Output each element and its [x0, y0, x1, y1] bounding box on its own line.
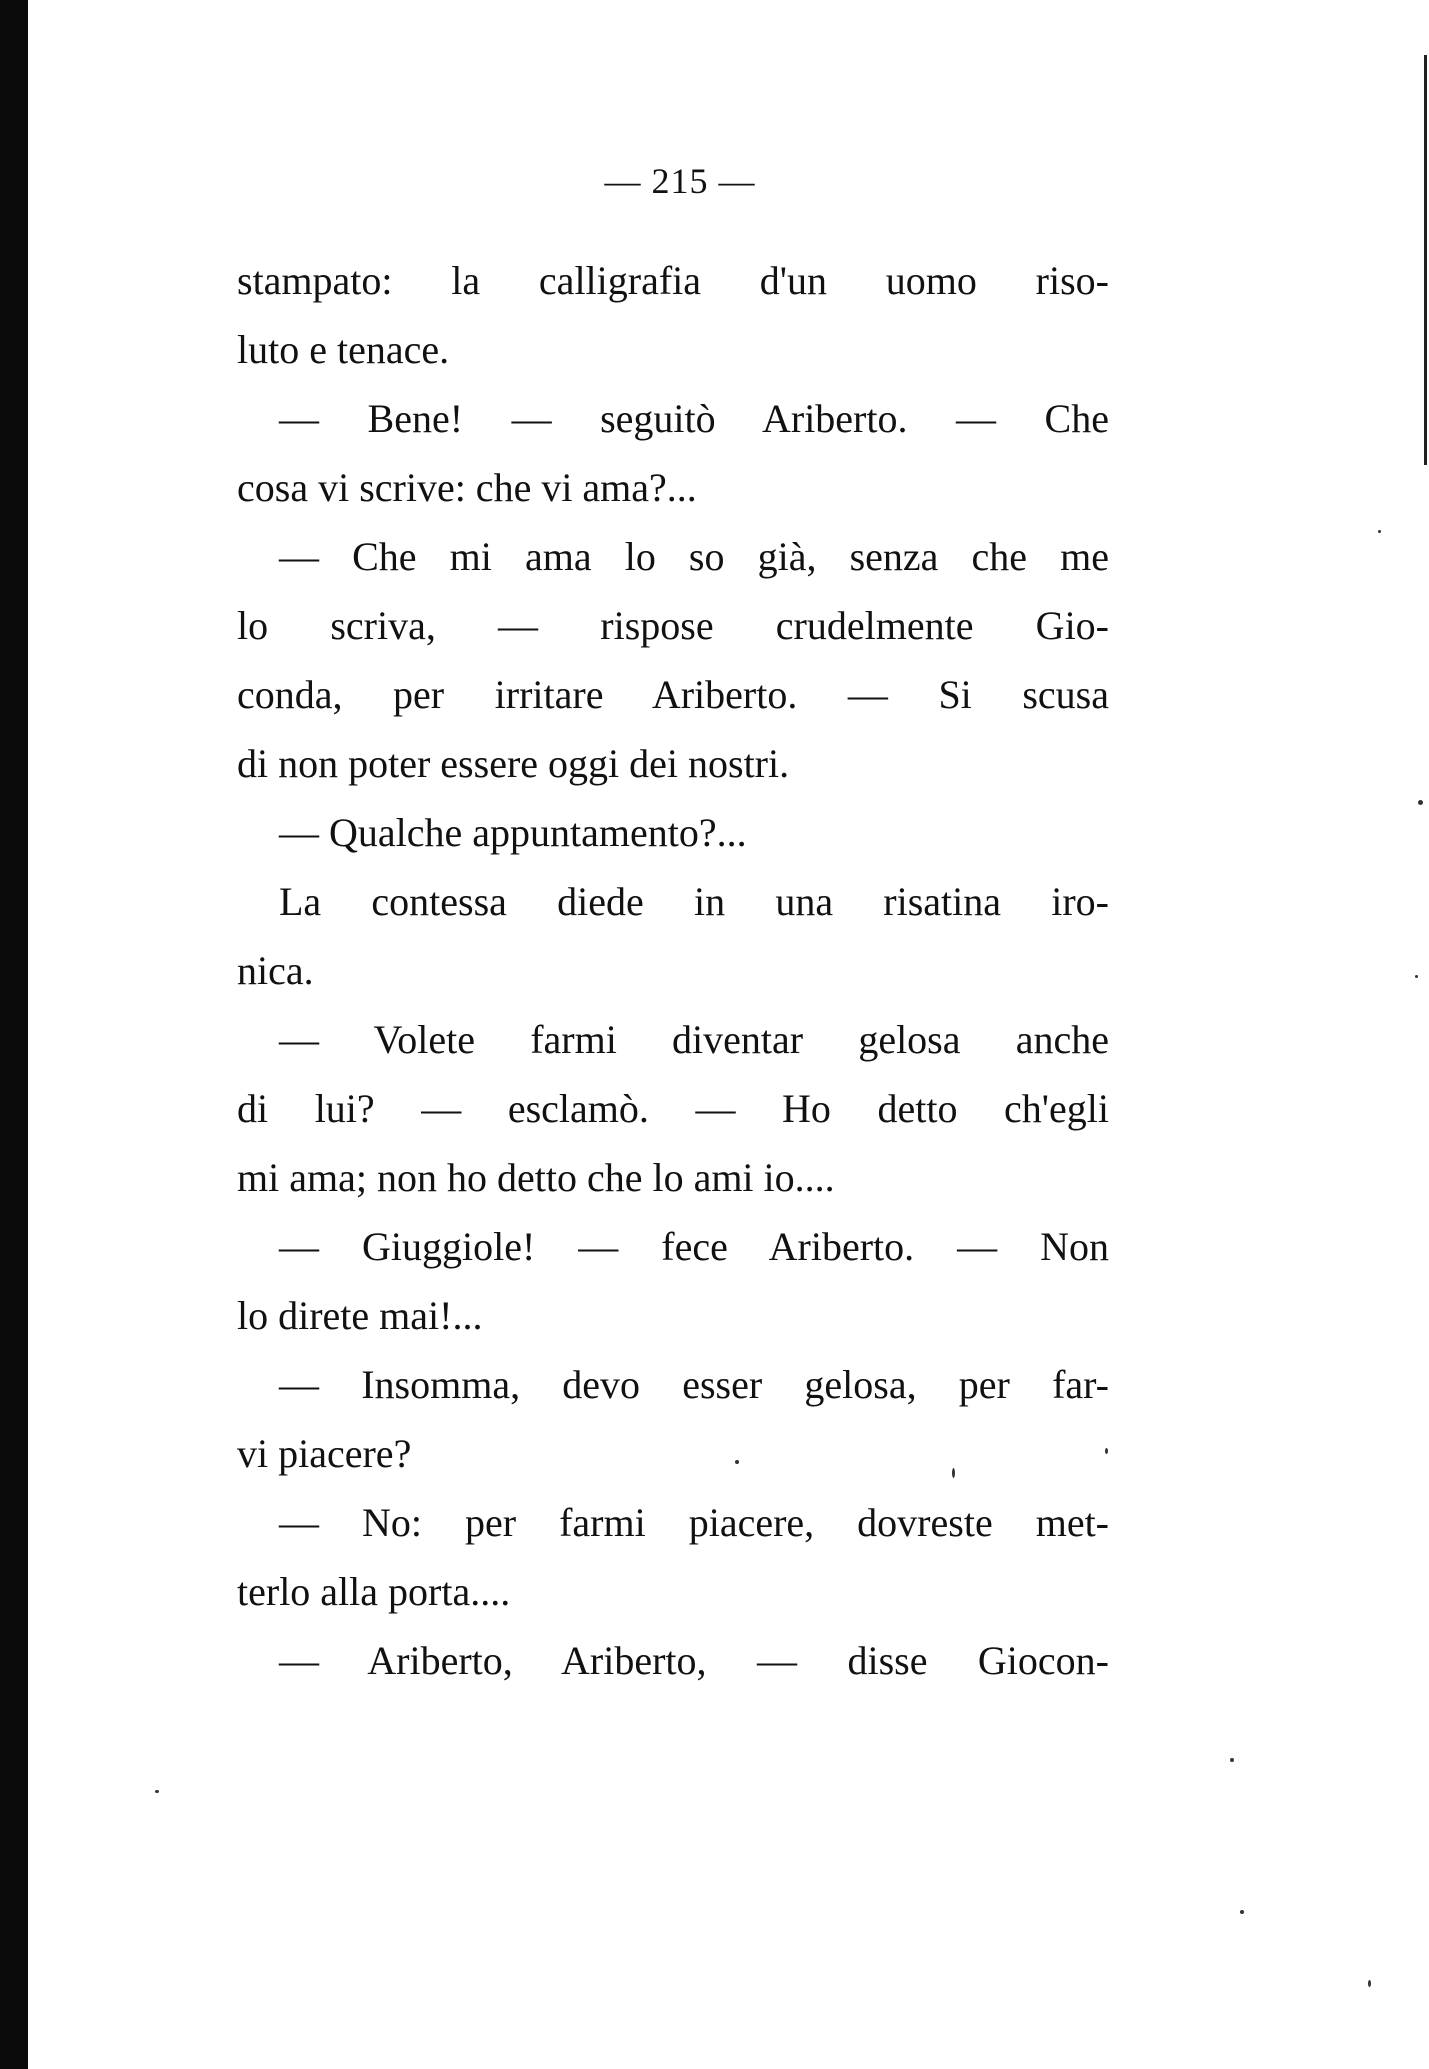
- text-line: vi piacere?: [237, 1431, 412, 1476]
- text-line: — Insomma, devo esser gelosa, per far-: [279, 1362, 1109, 1407]
- body-text: [237, 246, 1109, 1695]
- text-line: mi ama; non ho detto che lo ami io....: [237, 1155, 835, 1200]
- text-line: — Qualche appuntamento?...: [279, 810, 747, 855]
- text-line: lo direte mai!...: [237, 1293, 483, 1338]
- text-line: cosa vi scrive: che vi ama?...: [237, 465, 697, 510]
- text-line: — Ariberto, Ariberto, — disse Giocon-: [279, 1638, 1109, 1683]
- scan-speck: [1368, 1980, 1371, 1987]
- scan-speck: [1418, 800, 1423, 805]
- scan-speck: [155, 1790, 159, 1793]
- text-line: — Giuggiole! — fece Ariberto. — Non: [279, 1224, 1109, 1269]
- text-line: — Bene! — seguitò Ariberto. — Che: [279, 396, 1109, 441]
- text-line: luto e tenace.: [237, 327, 450, 372]
- scan-speck: [1230, 1758, 1234, 1762]
- binding-edge: [0, 0, 28, 2069]
- text-line: nica.: [237, 948, 314, 993]
- text-line: — Volete farmi diventar gelosa anche: [279, 1017, 1109, 1062]
- text-line: di lui? — esclamò. — Ho detto ch'egli: [237, 1086, 1109, 1131]
- text-line: — Che mi ama lo so già, senza che me: [279, 534, 1109, 579]
- text-line: terlo alla porta....: [237, 1569, 511, 1614]
- text-line: — No: per farmi piacere, dovreste met-: [279, 1500, 1109, 1545]
- text-line: La contessa diede in una risatina iro-: [279, 879, 1109, 924]
- text-line: stampato: la calligrafia d'un uomo riso-: [237, 258, 1109, 303]
- text-line: conda, per irritare Ariberto. — Si scusa: [237, 672, 1109, 717]
- text-line: lo scriva, — rispose crudelmente Gio-: [237, 603, 1109, 648]
- page-edge-mark: [1424, 55, 1427, 465]
- scan-speck: [1240, 1910, 1244, 1914]
- page-number: — 215 —: [604, 161, 756, 201]
- scan-speck: [1378, 530, 1381, 533]
- scan-speck: [1415, 975, 1418, 978]
- text-line: di non poter essere oggi dei nostri.: [237, 741, 790, 786]
